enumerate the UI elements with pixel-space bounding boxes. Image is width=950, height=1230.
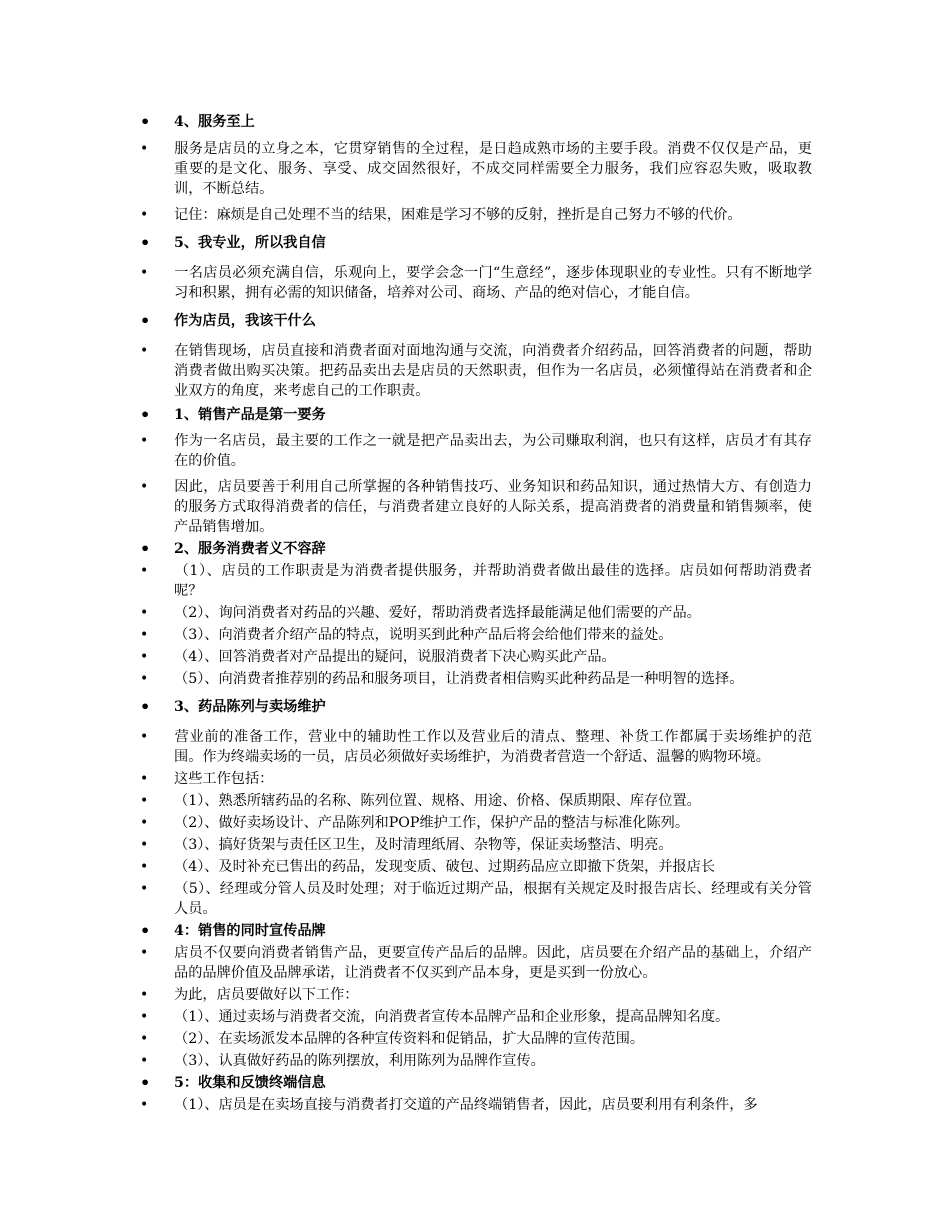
bullet-icon: •: [140, 881, 149, 897]
bullet-paragraph: [140, 791, 812, 811]
paragraph-text: 服务是店员的立身之本，它贯穿销售的全过程，是日趋成熟市场的主要手段。消费不仅仅是产品，更重要的是文化、服务、享受、成交固然很好，不成交同样需要全力服务，我们应容忍失败，吸取教训，不断总结。: [174, 141, 812, 197]
paragraph-text: （3）、认真做好药品的陈列摆放，利用陈列为品牌作宣传。: [174, 1053, 545, 1069]
paragraph-text: 因此，店员要善于利用自己所掌握的各种销售技巧、业务知识和药品知识，通过热情大方、有创造力的服务方式取得消费者的信任，与消费者建立良好的人际关系，提高消费者的消费量和销售频率，使产品销售增加。: [174, 479, 812, 535]
paragraph-text: 2、服务消费者义不容辞: [174, 541, 326, 557]
section-heading: [140, 921, 812, 941]
bullet-paragraph: [140, 813, 812, 833]
paragraph-text: （1）、店员是在卖场直接与消费者打交道的产品终端销售者，因此，店员要利用有利条件，多: [174, 1097, 758, 1113]
bullet-paragraph: [140, 985, 812, 1005]
paragraph-text: （4）、及时补充已售出的药品，发现变质、破包、过期药品应立即撤下货架，并报店长: [174, 859, 716, 875]
paragraph-text: （1）、熟悉所辖药品的名称、陈列位置、规格、用途、价格、保质期限、库存位置。: [174, 793, 701, 809]
paragraph-text: 营业前的准备工作，营业中的辅助性工作以及营业后的清点、整理、补货工作都属于卖场维护的范围。作为终端卖场的一员，店员必须做好卖场维护，为消费者营造一个舒适、温馨的购物环境。: [174, 729, 812, 765]
paragraph-text: 一名店员必须充满自信，乐观向上，要学会念一门“生意经”，逐步体现职业的专业性。只有不断地学习和积累，拥有必需的知识储备，培养对公司、商场、产品的绝对信心，才能自信。: [174, 265, 812, 301]
section-heading: [140, 1073, 812, 1093]
bullet-icon: •: [140, 343, 149, 359]
bullet-icon: •: [140, 671, 149, 687]
bullet-icon: •: [140, 1053, 149, 1069]
paragraph-text: （3）、向消费者介绍产品的特点，说明买到此种产品后将会给他们带来的益处。: [174, 627, 673, 643]
bullet-icon: •: [140, 141, 149, 157]
section-heading: [140, 112, 812, 132]
document-body: [140, 112, 812, 1115]
bullet-paragraph: [140, 341, 812, 401]
paragraph-text: （1）、店员的工作职责是为消费者提供服务，并帮助消费者做出最佳的选择。店员如何帮助消费者呢？: [174, 563, 812, 599]
paragraph-text: 这些工作包括：: [174, 771, 274, 787]
bullet-paragraph: [140, 625, 812, 645]
section-heading: [140, 233, 812, 253]
paragraph-text: 店员不仅要向消费者销售产品，更要宣传产品后的品牌。因此，店员要在介绍产品的基础上，介绍产品的品牌价值及品牌承诺，让消费者不仅买到产品本身，更是买到一份放心。: [174, 945, 812, 981]
bullet-paragraph: [140, 857, 812, 877]
paragraph-text: 在销售现场，店员直接和消费者面对面地沟通与交流，向消费者介绍药品，回答消费者的问题，帮助消费者做出购买决策。把药品卖出去是店员的天然职责，但作为一名店员，必须懂得站在消费者和企业双方的角度，来考虑自己的工作职责。: [174, 343, 812, 399]
paragraph-text: 作为店员，我该干什么: [174, 313, 316, 329]
paragraph-text: 记住：麻烦是自己处理不当的结果，困难是学习不够的反射，挫折是自己努力不够的代价。: [174, 207, 742, 223]
bullet-icon: •: [140, 1031, 149, 1047]
bullet-paragraph: [140, 727, 812, 767]
bullet-paragraph: [140, 943, 812, 983]
paragraph-text: 作为一名店员，最主要的工作之一就是把产品卖出去，为公司赚取利润，也只有这样，店员才有其存在的价值。: [174, 433, 812, 469]
section-heading: [140, 311, 812, 331]
paragraph-text: （3）、搞好货架与责任区卫生，及时清理纸屑、杂物等，保证卖场整洁、明亮。: [174, 837, 673, 853]
paragraph-text: （1）、通过卖场与消费者交流，向消费者宣传本品牌产品和企业形象，提高品牌知名度。: [174, 1009, 730, 1025]
bullet-icon: •: [140, 815, 149, 831]
bullet-icon: •: [140, 479, 149, 495]
bullet-icon: •: [140, 233, 151, 252]
bullet-icon: •: [140, 987, 149, 1003]
section-heading: [140, 697, 812, 717]
paragraph-text: 4：销售的同时宣传品牌: [174, 923, 326, 939]
bullet-paragraph: [140, 1029, 812, 1049]
bullet-paragraph: [140, 1007, 812, 1027]
bullet-icon: •: [140, 945, 149, 961]
paragraph-text: （2）、询问消费者对药品的兴趣、爱好，帮助消费者选择最能满足他们需要的产品。: [174, 605, 701, 621]
paragraph-text: （5）、向消费者推荐别的药品和服务项目，让消费者相信购买此种药品是一种明智的选择。: [174, 671, 744, 687]
bullet-paragraph: [140, 139, 812, 199]
bullet-icon: •: [140, 921, 151, 940]
bullet-paragraph: [140, 835, 812, 855]
bullet-paragraph: [140, 879, 812, 919]
bullet-paragraph: [140, 603, 812, 623]
bullet-icon: •: [140, 771, 149, 787]
bullet-icon: •: [140, 207, 149, 223]
paragraph-text: 4、服务至上: [174, 114, 255, 130]
bullet-paragraph: [140, 1095, 812, 1115]
paragraph-text: 3、药品陈列与卖场维护: [174, 699, 326, 715]
bullet-icon: •: [140, 1097, 149, 1113]
bullet-icon: •: [140, 1073, 151, 1092]
bullet-icon: •: [140, 1009, 149, 1025]
bullet-paragraph: [140, 477, 812, 537]
bullet-icon: •: [140, 539, 151, 558]
paragraph-text: （4）、回答消费者对产品提出的疑问，说服消费者下决心购买此产品。: [174, 649, 616, 665]
paragraph-text: 1、销售产品是第一要务: [174, 407, 326, 423]
bullet-icon: •: [140, 649, 149, 665]
bullet-icon: •: [140, 859, 149, 875]
bullet-icon: •: [140, 433, 149, 449]
bullet-icon: •: [140, 697, 151, 716]
section-heading: [140, 405, 812, 425]
bullet-icon: •: [140, 729, 149, 745]
bullet-paragraph: [140, 263, 812, 303]
bullet-paragraph: [140, 205, 812, 225]
bullet-icon: •: [140, 405, 151, 424]
bullet-icon: •: [140, 627, 149, 643]
bullet-icon: •: [140, 112, 151, 131]
bullet-paragraph: [140, 647, 812, 667]
paragraph-text: （2）、在卖场派发本品牌的各种宣传资料和促销品，扩大品牌的宣传范围。: [174, 1031, 645, 1047]
bullet-icon: •: [140, 837, 149, 853]
bullet-icon: •: [140, 793, 149, 809]
bullet-paragraph: [140, 769, 812, 789]
bullet-icon: •: [140, 311, 151, 330]
paragraph-text: 5：收集和反馈终端信息: [174, 1075, 326, 1091]
paragraph-text: 5、我专业，所以我自信: [174, 235, 326, 251]
bullet-paragraph: [140, 669, 812, 689]
section-heading: [140, 539, 812, 559]
paragraph-text: 为此，店员要做好以下工作：: [174, 987, 359, 1003]
paragraph-text: （5）、经理或分管人员及时处理；对于临近过期产品，根据有关规定及时报告店长、经理或有关分管人员。: [174, 881, 812, 917]
bullet-paragraph: [140, 561, 812, 601]
bullet-icon: •: [140, 265, 149, 281]
bullet-icon: •: [140, 563, 149, 579]
bullet-paragraph: [140, 431, 812, 471]
bullet-paragraph: [140, 1051, 812, 1071]
bullet-icon: •: [140, 605, 149, 621]
paragraph-text: （2）、做好卖场设计、产品陈列和POP维护工作，保护产品的整洁与标准化陈列。: [174, 815, 690, 831]
